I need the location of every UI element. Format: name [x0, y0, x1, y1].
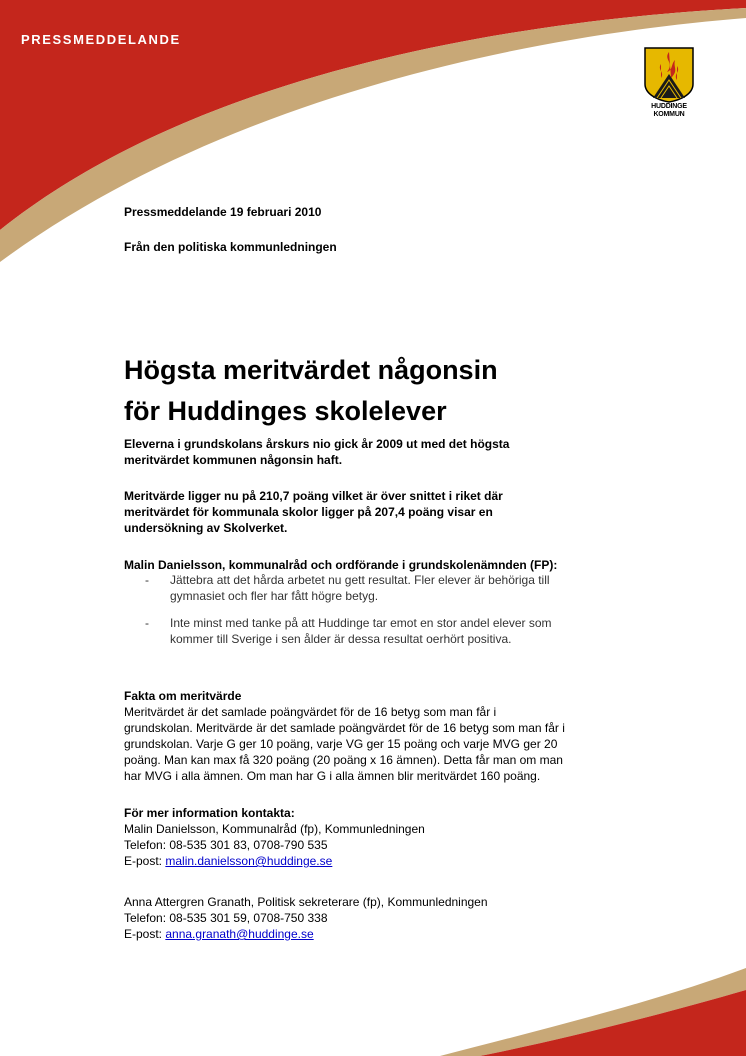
contact-1-name: Malin Danielsson, Kommunalråd (fp), Kommunledningen: [124, 822, 425, 836]
press-date: Pressmeddelande 19 februari 2010: [124, 205, 322, 219]
logo-text-line1: HUDDINGE: [651, 103, 687, 110]
contact-section: [124, 805, 624, 869]
facts-line: poäng. Man kan max få 320 poäng (20 poäng x 16 ämnen). Detta får man om man: [124, 753, 563, 767]
facts-line: har MVG i alla ämnen. Om man har G i alla ämnen blir meritvärdet 160 poäng.: [124, 769, 541, 783]
quote-heading: Malin Danielsson, kommunalråd och ordförande i grundskolenämnden (FP):: [124, 558, 558, 572]
facts-heading: Fakta om meritvärde: [124, 689, 242, 703]
quote-item-1-line1: Jättebra att det hårda arbetet nu gett resultat. Fler elever är behöriga till: [170, 573, 550, 587]
quote-dash: -: [145, 573, 149, 587]
facts-line: Meritvärdet är det samlade poängvärdet för de 16 betyg som man får i: [124, 705, 497, 719]
lead-p2-line1: Meritvärde ligger nu på 210,7 poäng vilket är över snittet i riket där: [124, 489, 503, 503]
lead-paragraph-2: [124, 488, 604, 536]
facts-section: [124, 688, 624, 784]
logo-text: [633, 103, 705, 119]
lead-p1-line2: meritvärdet kommunen någonsin haft.: [124, 453, 343, 467]
contact-2-email-row: [124, 926, 644, 942]
contact-heading: För mer information kontakta:: [124, 806, 295, 820]
lead-paragraph-1: [124, 436, 604, 468]
lead-p1-line1: Eleverna i grundskolans årskurs nio gick år 2009 ut med det högsta: [124, 437, 510, 451]
contact-section-2: [124, 894, 644, 942]
quote-item-2-line1: Inte minst med tanke på att Huddinge tar emot en stor andel elever som: [170, 616, 552, 630]
header-label: PRESSMEDDELANDE: [21, 32, 181, 47]
title-line-1: Högsta meritvärdet någonsin: [124, 355, 498, 385]
logo-text-line2: KOMMUN: [653, 111, 685, 118]
facts-line: grundskolan. Varje G ger 10 poäng, varje VG ger 15 poäng och varje MVG ger 20: [124, 737, 558, 751]
quote-dash: -: [145, 616, 149, 630]
from-line: Från den politiska kommunledningen: [124, 240, 337, 254]
contact-1-email-row: [124, 853, 624, 869]
quote-item-1-line2: gymnasiet och fler har fått högre betyg.: [170, 589, 379, 603]
quote-item-2-line2: kommer till Sverige i sen ålder är dessa resultat oerhört positiva.: [170, 632, 512, 646]
title-line-2: för Huddinges skolelever: [124, 396, 447, 426]
contact-1-phone: Telefon: 08-535 301 83, 0708-790 535: [124, 838, 328, 852]
contact-2-phone: Telefon: 08-535 301 59, 0708-750 338: [124, 911, 328, 925]
contact-1-email-link[interactable]: malin.danielsson@huddinge.se: [165, 854, 333, 868]
contact-2-email-label: E-post:: [124, 927, 166, 941]
lead-p2-line2: meritvärdet för kommunala skolor ligger på 207,4 poäng visar en: [124, 505, 493, 519]
lead-p2-line3: undersökning av Skolverket.: [124, 521, 288, 535]
page-title: [124, 350, 644, 432]
facts-line: grundskolan. Meritvärde är det samlade poängvärdet för de 16 betyg som man får i: [124, 721, 565, 735]
contact-2-name: Anna Attergren Granath, Politisk sekreterare (fp), Kommunledningen: [124, 895, 488, 909]
contact-1-email-label: E-post:: [124, 854, 166, 868]
contact-2-email-link[interactable]: anna.granath@huddinge.se: [165, 927, 314, 941]
